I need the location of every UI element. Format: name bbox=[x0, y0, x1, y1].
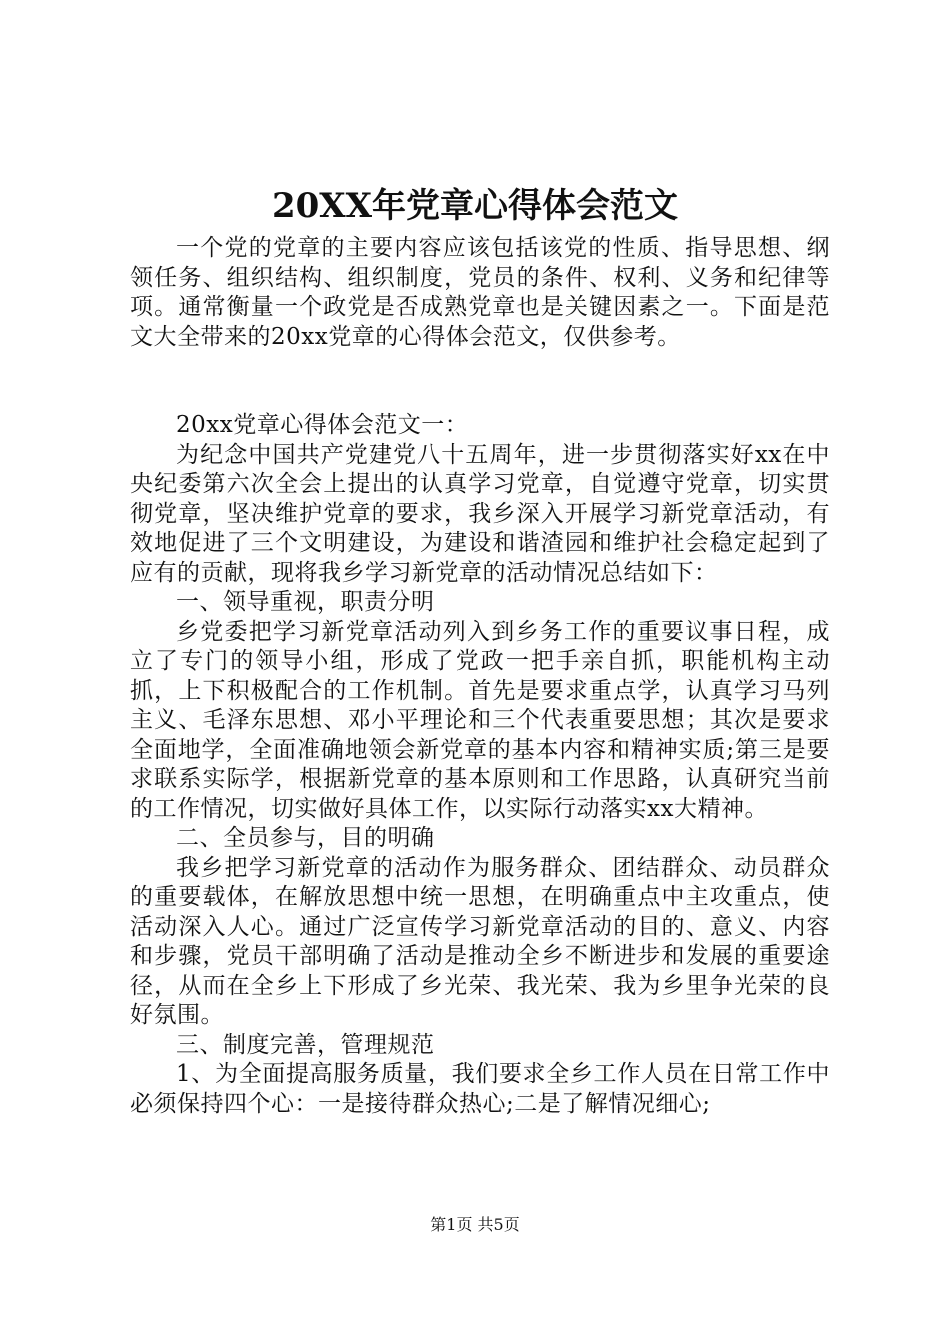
intro-paragraph: 一个党的党章的主要内容应该包括该党的性质、指导思想、纲领任务、组织结构、组织制度，党员的条件、权利、义务和纪律等项。通常衡量一个政党是否成熟党章也是关键因素之一。下面是范文大全带来的20xx党章的心得体会范文，仅供参考。 bbox=[130, 235, 830, 350]
section-heading: 三、制度完善，管理规范 bbox=[176, 1031, 435, 1058]
section-heading: 一、领导重视，职责分明 bbox=[176, 589, 435, 615]
page-number: 第1页 共5页 bbox=[430, 1215, 520, 1234]
body-paragraph: 为纪念中国共产党建党八十五周年，进一步贯彻落实好xx在中央纪委第六次全会上提出的认真学习党章，自觉遵守党章，切实贯彻党章，坚决维护党章的要求，我乡深入开展学习新党章活动，有效地促进了三个文明建设，为建设和谐渣园和维护社会稳定起到了应有的贡献，现将我乡学习新党章的活动情况总结如下： bbox=[130, 441, 830, 586]
body-paragraph: 乡党委把学习新党章活动列入到乡务工作的重要议事日程，成立了专门的领导小组，形成了党政一把手亲自抓，职能机构主动抓，上下积极配合的工作机制。首先是要求重点学，认真学习马列主义、毛泽东思想、邓小平理论和三个代表重要思想；其次是要求全面地学，全面准确地领会新党章的基本内容和精神实质;第三是要求联系实际学，根据新党章的基本原则和工作思路，认真研究当前的工作情况，切实做好具体工作，以实际行动落实xx大精神。 bbox=[130, 618, 830, 822]
body-paragraph: 我乡把学习新党章的活动作为服务群众、团结群众、动员群众的重要载体，在解放思想中统一思想，在明确重点中主攻重点，使活动深入人心。通过广泛宣传学习新党章活动的目的、意义、内容和步骤，党员干部明确了活动是推动全乡不断进步和发展的重要途径，从而在全乡上下形成了乡光荣、我光荣、我为乡里争光荣的良好氛围。 bbox=[130, 854, 830, 1028]
document-title: 20XX年党章心得体会范文 bbox=[271, 186, 679, 226]
body-paragraph: 1、为全面提高服务质量，我们要求全乡工作人员在日常工作中必须保持四个心：一是接待群众热心;二是了解情况细心; bbox=[130, 1061, 830, 1117]
blank-line bbox=[130, 352, 830, 411]
document-body bbox=[130, 234, 830, 1119]
section-heading: 20xx党章心得体会范文一： bbox=[176, 412, 469, 438]
section-heading: 二、全员参与，目的明确 bbox=[176, 825, 435, 851]
